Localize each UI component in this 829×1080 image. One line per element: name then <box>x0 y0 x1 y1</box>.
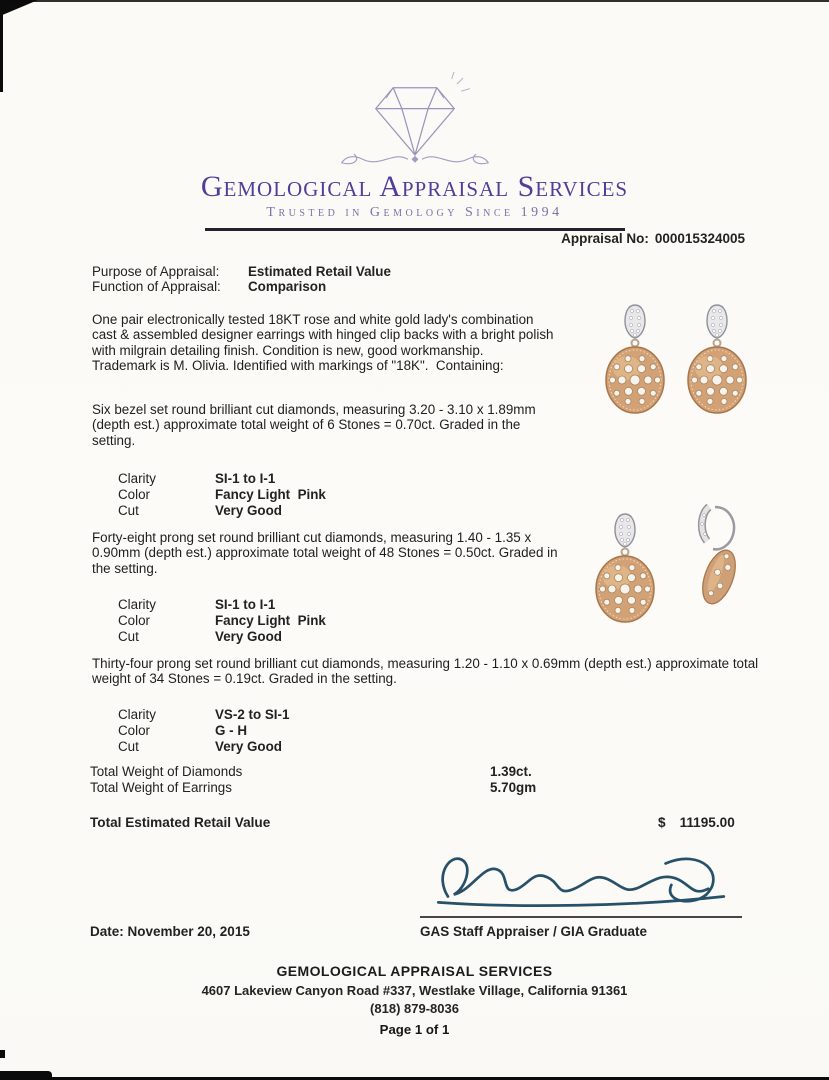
estimated-retail-value-row <box>90 815 790 830</box>
grade-table-1 <box>118 471 326 520</box>
total-diamond-weight-label: Total Weight of Diamonds <box>90 764 243 779</box>
color-value: Fancy Light Pink <box>215 613 326 629</box>
estimated-retail-value-amount <box>658 815 735 830</box>
clarity-value: SI-1 to I-1 <box>215 597 276 612</box>
org-name-title: Gemological Appraisal Services <box>200 170 629 203</box>
appraisal-date: Date: November 20, 2015 <box>90 924 250 939</box>
color-label: Color <box>118 613 150 629</box>
cut-row <box>118 739 289 755</box>
scan-corner-top-left <box>0 0 38 16</box>
org-tagline: Trusted in Gemology Since 1994 <box>266 205 563 220</box>
total-earring-weight-row <box>90 780 790 796</box>
purpose-label: Purpose of Appraisal: <box>92 264 220 279</box>
clarity-label: Clarity <box>118 471 156 486</box>
color-label: Color <box>118 487 150 503</box>
currency-symbol: $ <box>658 815 666 830</box>
cut-row <box>118 503 326 519</box>
certificate-header <box>0 72 829 231</box>
grade-table-3 <box>118 707 289 756</box>
function-row <box>92 279 391 294</box>
estimated-retail-value-label: Total Estimated Retail Value <box>90 815 271 830</box>
total-diamond-weight-value: 1.39ct. <box>490 764 532 779</box>
cut-label: Cut <box>118 629 139 645</box>
clarity-label: Clarity <box>118 597 156 612</box>
footer-org-name: GEMOLOGICAL APPRAISAL SERVICES <box>276 963 553 979</box>
cut-value: Very Good <box>215 629 282 645</box>
color-value: Fancy Light Pink <box>215 487 326 503</box>
appraiser-title: GAS Staff Appraiser / GIA Graduate <box>420 924 648 939</box>
color-label: Color <box>118 723 150 739</box>
scan-blob-bottom-left <box>0 1071 52 1080</box>
appraisal-number-value: 000015324005 <box>654 231 745 246</box>
scan-edge-top <box>0 0 829 2</box>
cut-label: Cut <box>118 503 139 519</box>
total-diamond-weight-row <box>90 764 790 780</box>
earrings-photo-front-view <box>589 292 765 452</box>
totals-block <box>90 764 790 796</box>
grade-table-2 <box>118 597 326 646</box>
purpose-row <box>92 264 391 279</box>
cut-row <box>118 629 326 645</box>
total-earring-weight-value: 5.70gm <box>490 780 537 796</box>
diamond-group-3-description: Thirty-four prong set round brilliant cut diamonds, measuring 1.20 - 1.10 x 0.69mm (depth est.) approximate total weight of 34 Stones = 0.19ct. Graded in the setting. <box>92 656 762 687</box>
clarity-value: VS-2 to SI-1 <box>215 707 290 722</box>
diamond-group-2-description: Forty-eight prong set round brilliant cut diamonds, measuring 1.40 - 1.35 x 0.90mm (depth est.) approximate total weight of 48 Stones = 0.50ct. Graded in the setting. <box>92 530 562 576</box>
color-row <box>118 723 289 739</box>
diamond-logo-icon <box>295 72 535 168</box>
signature-line <box>420 916 742 918</box>
appraisal-number <box>561 231 745 246</box>
clarity-row <box>118 471 326 487</box>
color-row <box>118 613 326 629</box>
retail-amount: 11195.00 <box>679 815 735 830</box>
cut-value: Very Good <box>215 503 282 519</box>
earrings-photo-side-view <box>581 497 781 662</box>
total-earring-weight-label: Total Weight of Earrings <box>90 780 232 796</box>
clarity-label: Clarity <box>118 707 156 722</box>
function-label: Function of Appraisal: <box>92 279 221 295</box>
ornament-diamond-dot <box>411 156 418 163</box>
footer-phone: (818) 879-8036 <box>370 1001 459 1016</box>
footer-address: 4607 Lakeview Canyon Road #337, Westlake Village, California 91361 <box>201 983 628 998</box>
item-description: One pair electronically tested 18KT rose and white gold lady's combination cast & assembled designer earrings with hinged clip backs with a bright polish with milgrain detailing finish. Condition is new, good workmanship. Trademark is M. Olivia. Identified with markings of "18K". Containing: <box>92 312 558 373</box>
color-value: G - H <box>215 723 247 739</box>
appraisal-number-label: Appraisal No: <box>561 231 649 246</box>
appraisal-meta <box>92 264 391 295</box>
cut-label: Cut <box>118 739 139 755</box>
function-value: Comparison <box>248 279 327 295</box>
color-row <box>118 487 326 503</box>
certificate-footer <box>0 963 829 1037</box>
page-number: Page 1 of 1 <box>379 1022 450 1037</box>
purpose-value: Estimated Retail Value <box>248 264 391 279</box>
clarity-row <box>118 707 289 723</box>
appraiser-signature <box>426 846 738 914</box>
clarity-value: SI-1 to I-1 <box>215 471 276 486</box>
scan-mark-left <box>0 1050 5 1058</box>
clarity-row <box>118 597 326 613</box>
cut-value: Very Good <box>215 739 282 755</box>
diamond-group-1-description: Six bezel set round brilliant cut diamonds, measuring 3.20 - 3.10 x 1.89mm (depth est.) approximate total weight of 6 Stones = 0.70ct. Graded in the setting. <box>92 402 540 448</box>
